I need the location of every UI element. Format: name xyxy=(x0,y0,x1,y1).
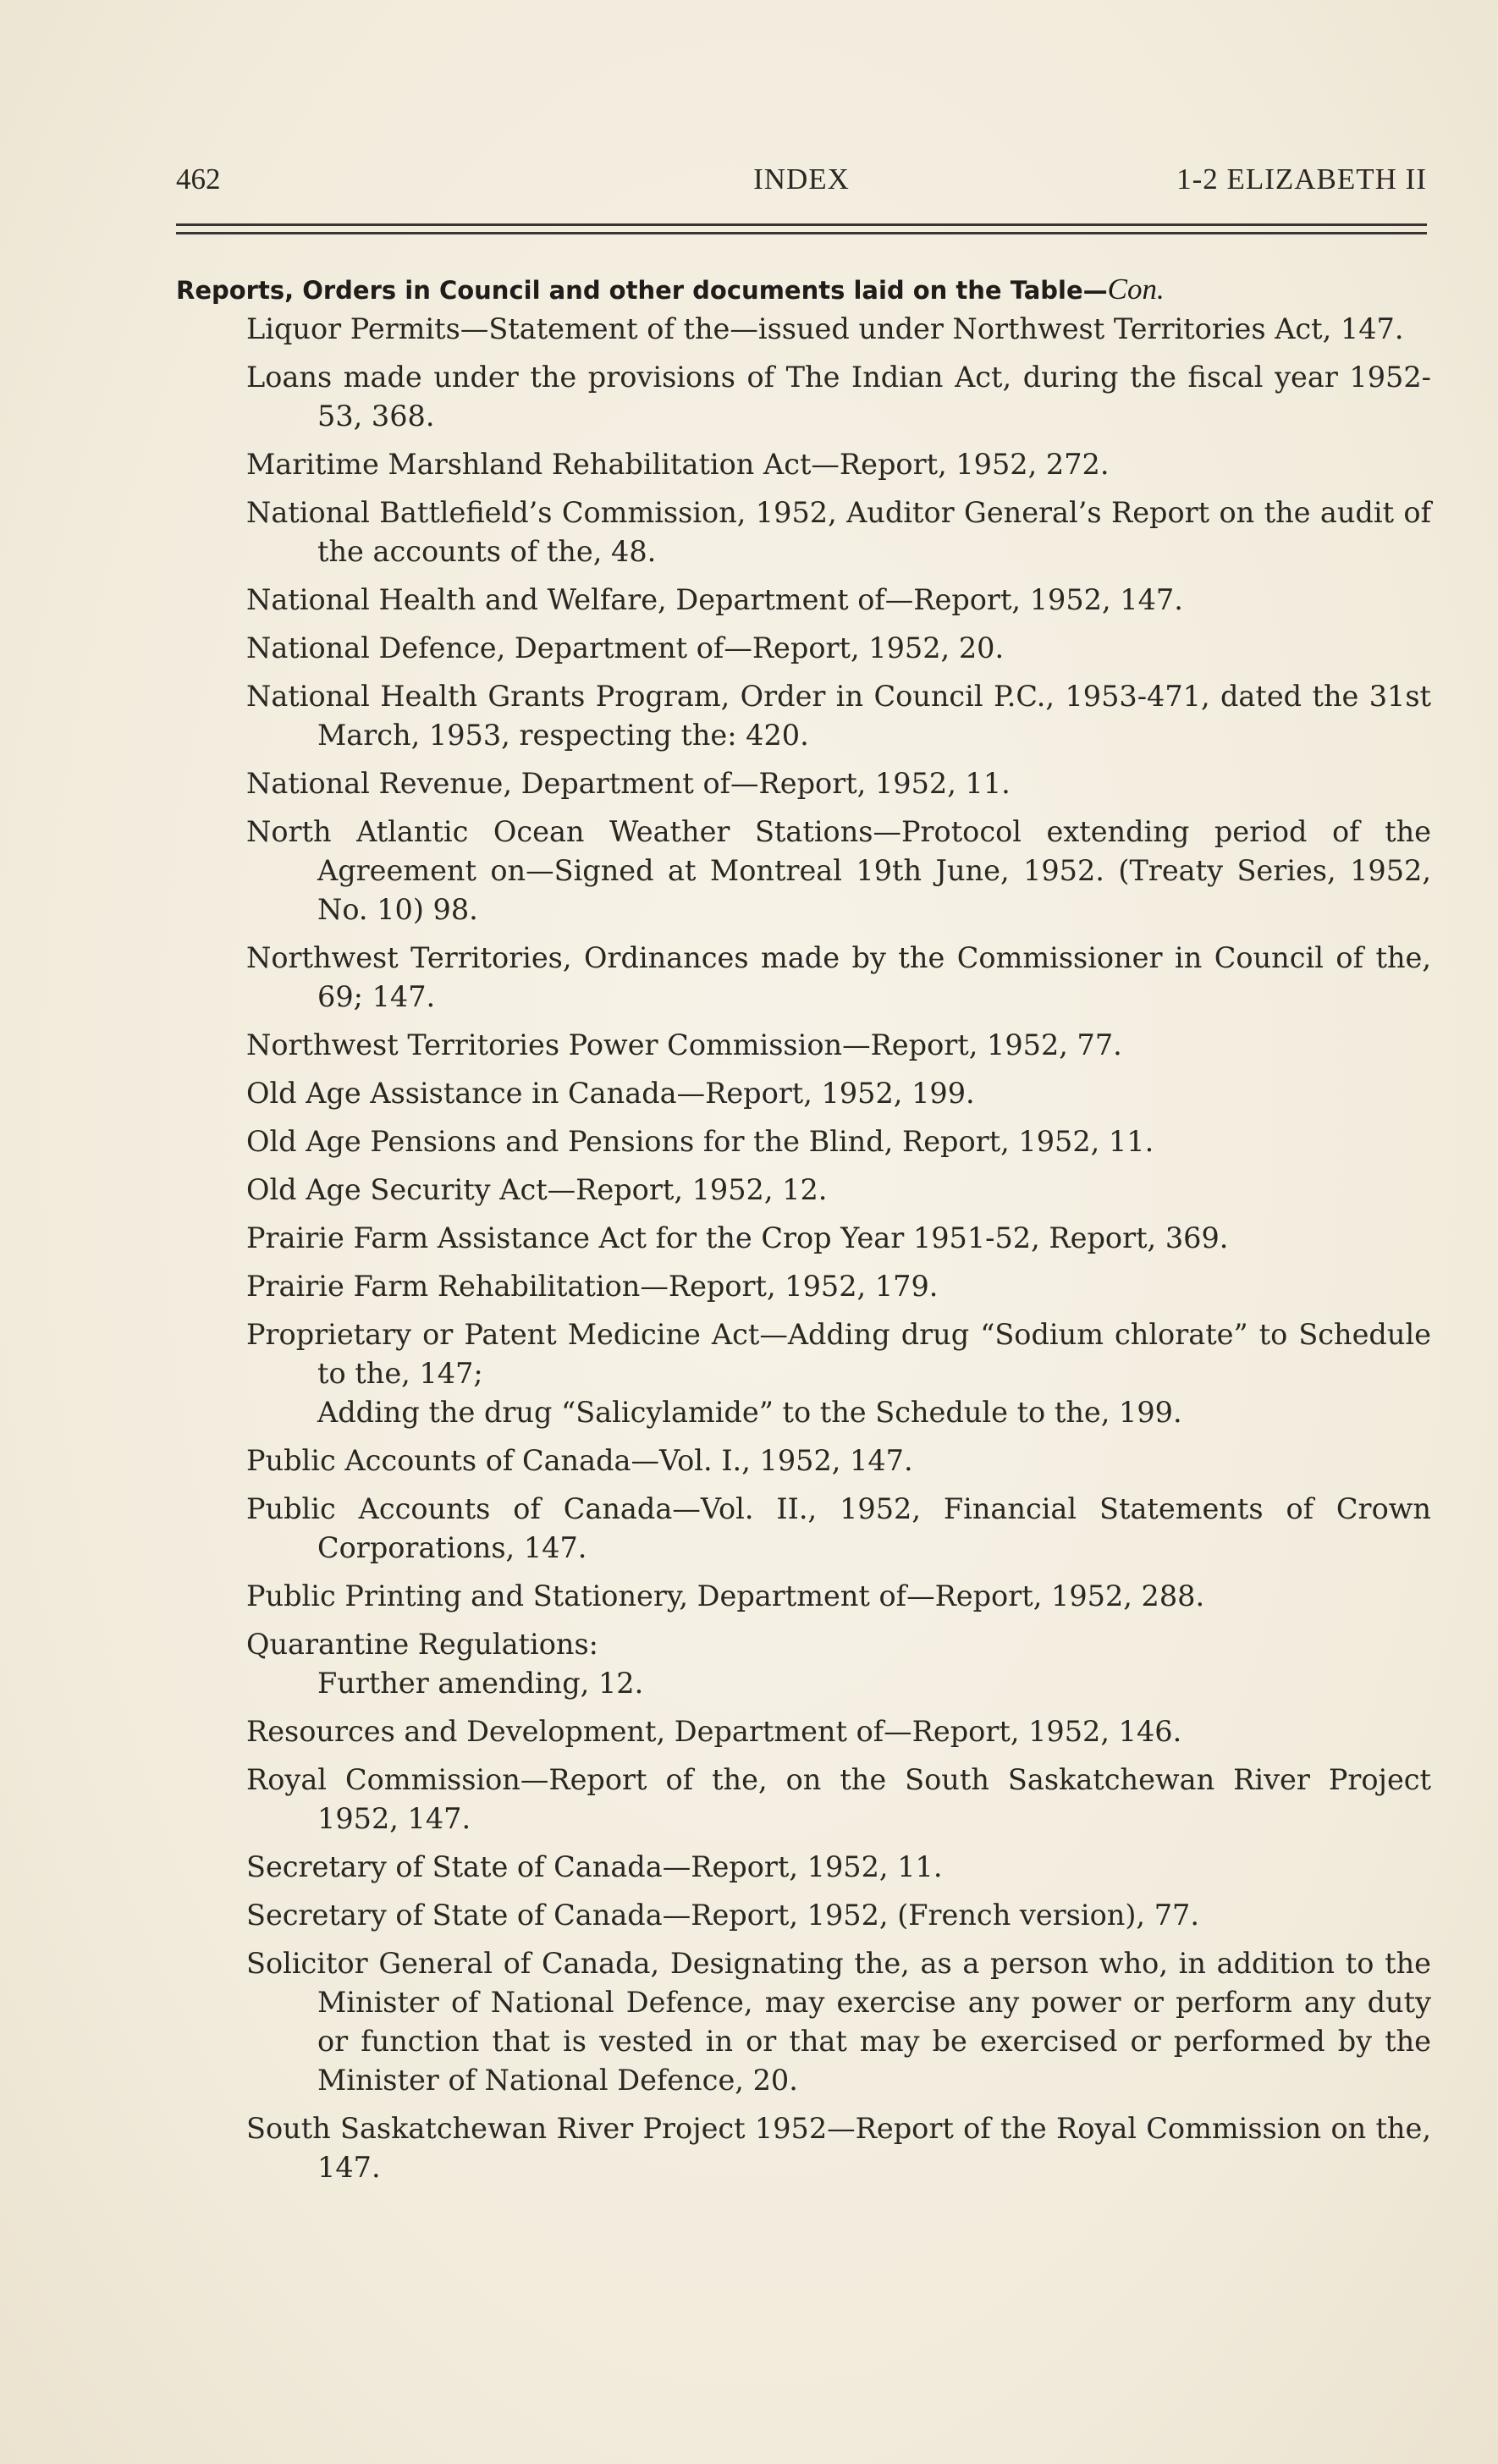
index-entry: Solicitor General of Canada, Designating the, as a person who, in addition to the Minister of National Defence, may exercise any power or perform any duty or function that is vested in or that may be exercised or performed by the Minister of National Defence, 20. xyxy=(246,1947,1431,2097)
header-rule-top xyxy=(176,223,1427,226)
index-entry: National Health Grants Program, Order in Council P.C., 1953-471, dated the 31st March, 1953, respecting the: 420. xyxy=(246,680,1431,752)
index-entry: National Health and Welfare, Department of—Report, 1952, 147. xyxy=(246,583,1183,616)
index-entry: Liquor Permits—Statement of the—issued under Northwest Territories Act, 147. xyxy=(246,312,1404,345)
index-entry: Old Age Assistance in Canada—Report, 1952, 199. xyxy=(246,1077,975,1110)
header-rule-bottom xyxy=(176,232,1427,234)
index-entry: Secretary of State of Canada—Report, 1952, (French version), 77. xyxy=(246,1899,1199,1932)
index-entry: Prairie Farm Rehabilitation—Report, 1952, 179. xyxy=(246,1270,939,1303)
index-entry: Maritime Marshland Rehabilitation Act—Report, 1952, 272. xyxy=(246,448,1110,481)
index-entry: South Saskatchewan River Project 1952—Report of the Royal Commission on the, 147. xyxy=(246,2112,1431,2184)
index-entry: Loans made under the provisions of The Indian Act, during the fiscal year 1952-53, 368. xyxy=(246,361,1431,433)
index-entry: Northwest Territories, Ordinances made by the Commissioner in Council of the, 69; 147. xyxy=(246,941,1431,1013)
index-entry: Public Accounts of Canada—Vol. II., 1952, Financial Statements of Crown Corporations, 147. xyxy=(246,1492,1431,1564)
index-entry: Old Age Security Act—Report, 1952, 12. xyxy=(246,1173,828,1206)
volume-label: 1-2 ELIZABETH II xyxy=(1176,163,1427,196)
index-entry: Prairie Farm Assistance Act for the Crop Year 1951-52, Report, 369. xyxy=(246,1221,1229,1254)
index-entry-main: Proprietary or Patent Medicine Act—Adding drug “Sodium chlorate” to Schedule to the, 147; xyxy=(246,1318,1431,1390)
index-entry: Northwest Territories Power Commission—Report, 1952, 77. xyxy=(246,1028,1122,1061)
index-entry-subentry: Further amending, 12. xyxy=(317,1667,644,1700)
page-number: 462 xyxy=(176,163,221,196)
page-title: INDEX xyxy=(753,163,850,196)
index-entry: Public Printing and Stationery, Department of—Report, 1952, 288. xyxy=(246,1579,1205,1612)
index-entry: Public Accounts of Canada—Vol. I., 1952, 147. xyxy=(246,1444,913,1477)
index-entry: National Revenue, Department of—Report, 1952, 11. xyxy=(246,767,1011,800)
index-entry-main: Quarantine Regulations: xyxy=(246,1628,598,1661)
index-entry: Resources and Development, Department of—Report, 1952, 146. xyxy=(246,1715,1182,1748)
section-heading xyxy=(176,273,1429,306)
index-entry: Royal Commission—Report of the, on the South Saskatchewan River Project 1952, 147. xyxy=(246,1763,1431,1835)
index-entry: National Battlefield’s Commission, 1952, Auditor General’s Report on the audit of the accounts of the, 48. xyxy=(246,496,1431,568)
continued-label: Con. xyxy=(1107,273,1165,306)
index-entry: North Atlantic Ocean Weather Stations—Protocol extending period of the Agreement on—Signed at Montreal 19th June, 1952. (Treaty Series, 1952, No. 10) 98. xyxy=(246,815,1431,926)
index-entry-subentry: Adding the drug “Salicylamide” to the Schedule to the, 199. xyxy=(317,1396,1182,1429)
index-entry xyxy=(246,1315,1431,1432)
section-heading-text: Reports, Orders in Council and other documents laid on the Table xyxy=(176,276,1083,305)
index-entry: Old Age Pensions and Pensions for the Blind, Report, 1952, 11. xyxy=(246,1125,1154,1158)
index-entry: Secretary of State of Canada—Report, 1952, 11. xyxy=(246,1850,943,1883)
index-entry xyxy=(246,1625,1431,1703)
index-entry: National Defence, Department of—Report, 1952, 20. xyxy=(246,631,1005,664)
section-heading-dash: — xyxy=(1082,276,1108,305)
index-entry-list xyxy=(246,310,1431,2197)
running-head xyxy=(176,163,1427,203)
